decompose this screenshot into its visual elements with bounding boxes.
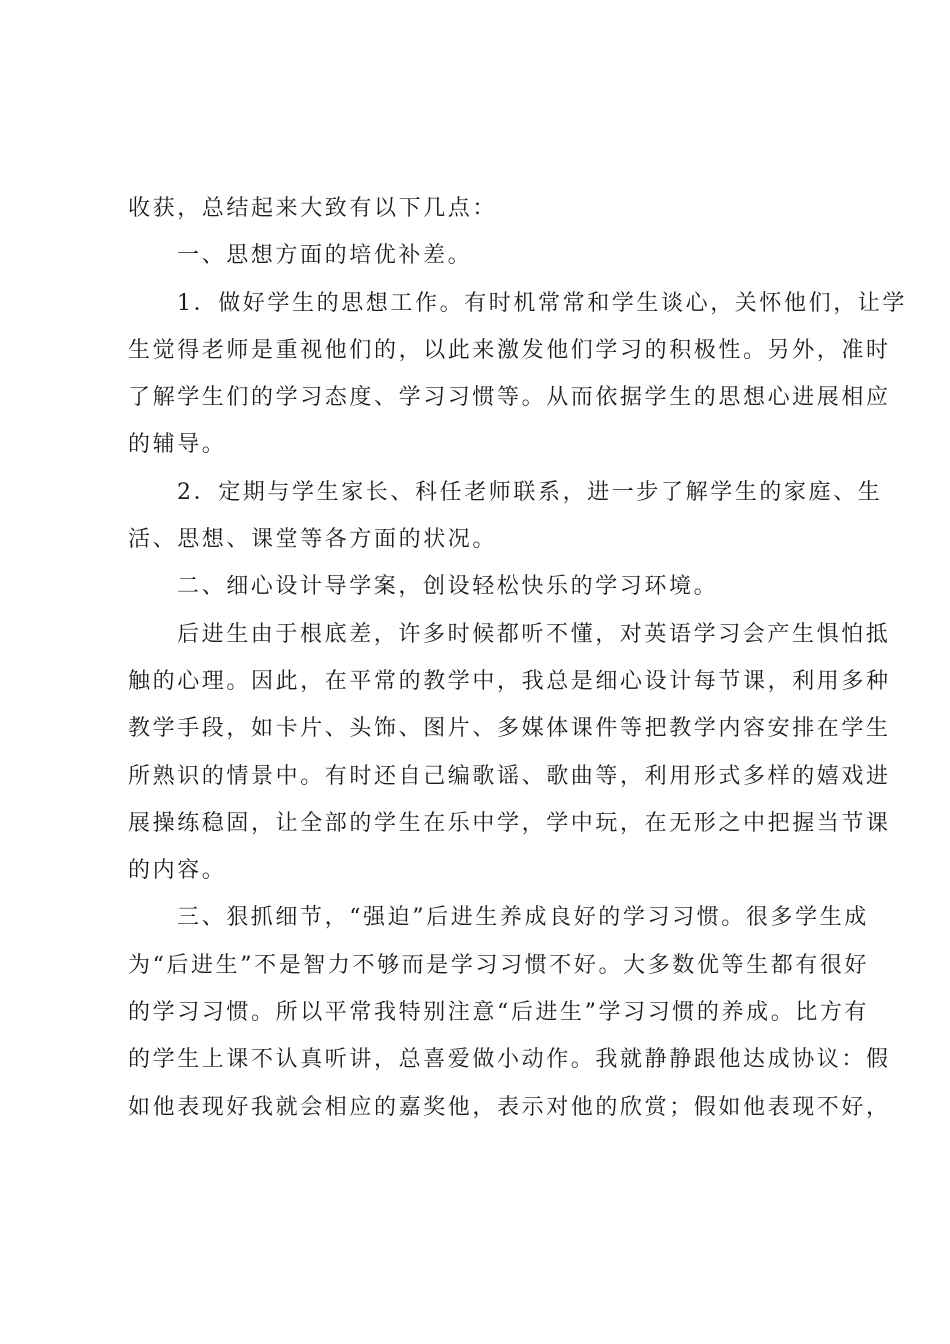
text-line: 的学生上课不认真听讲，总喜爱做小动作。我就静静跟他达成协议：假 bbox=[128, 1047, 891, 1073]
text-line: 的学习习惯。所以平常我特别注意“后进生”学习习惯的养成。比方有 bbox=[128, 1000, 870, 1026]
text-line: 所熟识的情景中。有时还自己编歌谣、歌曲等，利用形式多样的嬉戏进 bbox=[128, 763, 891, 789]
section-heading-thought: 一、思想方面的培优补差。 bbox=[177, 243, 473, 269]
text-line: 的辅导。 bbox=[128, 432, 227, 458]
text-line: 收获，总结起来大致有以下几点： bbox=[128, 196, 498, 221]
text-line: 展操练稳固，让全部的学生在乐中学，学中玩，在无形之中把握当节课 bbox=[128, 810, 891, 836]
text-line: 为“后进生”不是智力不够而是学习习惯不好。大多数优等生都有很好 bbox=[128, 952, 870, 978]
text-line: 教学手段，如卡片、头饰、图片、多媒体课件等把教学内容安排在学生 bbox=[128, 716, 891, 742]
document-body bbox=[128, 185, 907, 1131]
section-heading-habits: 三、狠抓细节，“强迫”后进生养成良好的学习习惯。很多学生成 bbox=[177, 905, 869, 931]
text-line: 生觉得老师是重视他们的，以此来激发他们学习的积极性。另外，准时 bbox=[128, 337, 891, 363]
text-line: 如他表现好我就会相应的嘉奖他，表示对他的欣赏；假如他表现不好， bbox=[128, 1094, 891, 1120]
text-line: 触的心理。因此，在平常的教学中，我总是细心设计每节课，利用多种 bbox=[128, 668, 891, 694]
text-line: 1．做好学生的思想工作。有时机常常和学生谈心，关怀他们，让学 bbox=[177, 290, 907, 316]
section-heading-design: 二、细心设计导学案，创设轻松快乐的学习环境。 bbox=[177, 574, 719, 600]
text-line: 2．定期与学生家长、科任老师联系，进一步了解学生的家庭、生 bbox=[177, 479, 883, 505]
text-line: 了解学生们的学习态度、学习习惯等。从而依据学生的思想心进展相应 bbox=[128, 385, 891, 411]
text-line: 的内容。 bbox=[128, 858, 227, 884]
text-line: 后进生由于根底差，许多时候都听不懂，对英语学习会产生惧怕抵 bbox=[177, 621, 891, 647]
text-line: 活、思想、课堂等各方面的状况。 bbox=[128, 527, 498, 553]
